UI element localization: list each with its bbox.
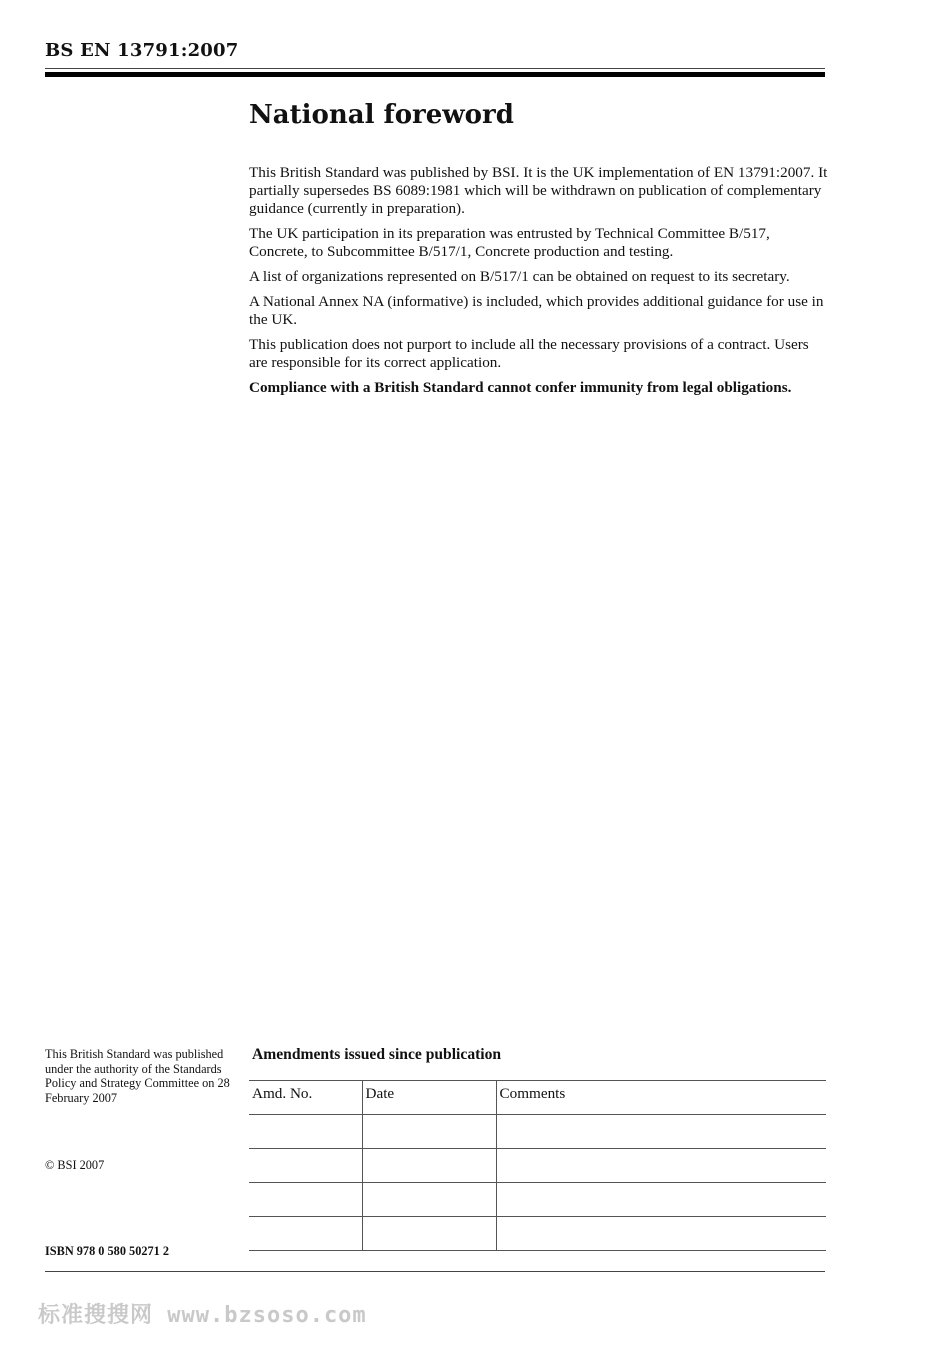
amendments-table	[249, 1080, 826, 1251]
page-title: National foreword	[249, 100, 514, 130]
compliance-statement: Compliance with a British Standard cannot confer immunity from legal obligations.	[249, 379, 792, 396]
isbn: ISBN 978 0 580 50271 2	[45, 1244, 170, 1258]
table-header-row	[249, 1081, 826, 1115]
header-rule-thick	[45, 72, 825, 77]
copyright: © BSI 2007	[45, 1158, 105, 1172]
table-row	[249, 1217, 826, 1251]
column-header-date: Date	[362, 1081, 496, 1115]
paragraph: This British Standard was published by BSI. It is the UK implementation of EN 13791:2007. It partially supersedes BS 6089:1981 which will be withdrawn on publication of complementary guidance (currently in preparation).	[249, 164, 828, 217]
publication-authority-note: This British Standard was published under the authority of the Standards Policy and Strategy Committee on 28 February 2007	[45, 1047, 230, 1105]
footer-rule	[45, 1271, 825, 1272]
watermark: 标准搜搜网 www.bzsoso.com	[38, 1303, 367, 1328]
amendments-heading: Amendments issued since publication	[252, 1046, 502, 1063]
paragraph: A list of organizations represented on B/517/1 can be obtained on request to its secretary.	[249, 268, 790, 285]
foreword-body	[249, 164, 829, 404]
column-header-amd-no: Amd. No.	[249, 1081, 362, 1115]
header-rule-thin	[45, 68, 825, 69]
column-header-comments: Comments	[496, 1081, 826, 1115]
paragraph: The UK participation in its preparation was entrusted by Technical Committee B/517, Concrete, to Subcommittee B/517/1, Concrete production and testing.	[249, 225, 770, 260]
table-row	[249, 1149, 826, 1183]
paragraph: A National Annex NA (informative) is included, which provides additional guidance for use in the UK.	[249, 293, 824, 328]
table-row	[249, 1183, 826, 1217]
paragraph: This publication does not purport to include all the necessary provisions of a contract. Users are responsible for its correct application.	[249, 336, 809, 371]
document-id: BS EN 13791:2007	[45, 40, 239, 61]
table-row	[249, 1115, 826, 1149]
